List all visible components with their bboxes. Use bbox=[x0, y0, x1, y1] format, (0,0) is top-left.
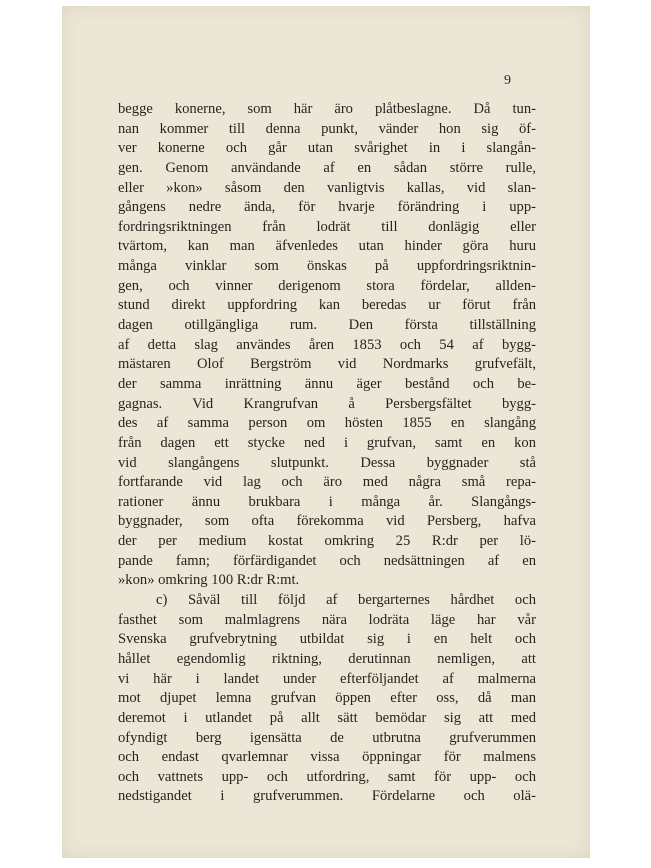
text-line: gångens nedre ända, för hvarje förändring i upp- bbox=[118, 199, 536, 216]
book-page bbox=[62, 6, 590, 858]
text-line: vid slangångens slutpunkt. Dessa byggnader stå bbox=[118, 454, 536, 471]
text-line: »kon» omkring 100 R:dr R:mt. bbox=[118, 572, 300, 589]
text-line: eller »kon» såsom den vanligtvis kallas, vid slan- bbox=[118, 179, 536, 196]
text-line: deremot i utlandet på allt sätt bemödar sig att med bbox=[118, 709, 536, 726]
text-line: nan kommer till denna punkt, vänder hon sig öf- bbox=[118, 120, 536, 137]
text-line: mot djupet lemna grufvan öppen efter oss, då man bbox=[118, 690, 536, 707]
text-line: mästaren Olof Bergström vid Nordmarks grufvefält, bbox=[118, 356, 536, 373]
text-line: många vinklar som önskas på uppfordringsriktnin- bbox=[118, 258, 536, 275]
text-line: fordringsriktningen från lodrät till donlägig eller bbox=[118, 218, 536, 235]
text-line: pande famn; förfärdigandet och nedsättningen af en bbox=[118, 552, 536, 569]
text-line: des af samma person om hösten 1855 en slangång bbox=[118, 415, 536, 432]
text-line: rationer ännu brukbara i många år. Slangångs- bbox=[118, 493, 536, 510]
text-line: ofyndigt berg igensätta de utbrutna grufverummen bbox=[118, 729, 536, 746]
text-line: gen, och vinner derigenom stora fördelar, allden- bbox=[118, 277, 536, 294]
text-line: dagen otillgängliga rum. Den första tillställning bbox=[118, 317, 536, 334]
text-line: gagnas. Vid Krangrufvan å Persbergsfältet bygg- bbox=[118, 395, 536, 412]
text-line: från dagen ett stycke ned i grufvan, samt en kon bbox=[118, 434, 536, 451]
text-line: tvärtom, kan man äfvenledes utan hinder göra huru bbox=[118, 238, 536, 255]
text-line: gen. Genom användande af en sådan större rulle, bbox=[118, 159, 536, 176]
text-line: der samma inrättning ännu äger bestånd och be- bbox=[118, 375, 536, 392]
text-line: och endast qvarlemnar vissa öppningar för malmens bbox=[118, 749, 536, 766]
page-number: 9 bbox=[504, 73, 511, 88]
text-line: hållet egendomlig riktning, derutinnan nemligen, att bbox=[118, 650, 536, 667]
text-line: byggnader, som ofta förekomma vid Persberg, hafva bbox=[118, 513, 536, 530]
text-line: Svenska grufvebrytning utbildat sig i en helt och bbox=[118, 631, 536, 648]
text-line: begge konerne, som här äro plåtbeslagne. Då tun- bbox=[118, 101, 536, 117]
text-line: och vattnets upp- och utfordring, samt för upp- och bbox=[118, 768, 536, 785]
text-line: af detta slag användes åren 1853 och 54 af bygg- bbox=[118, 336, 536, 353]
text-line: stund direkt uppfordring kan beredas ur förut från bbox=[118, 297, 536, 314]
text-line: vi här i landet under efterföljandet af malmerna bbox=[118, 670, 536, 687]
text-line: nedstigandet i grufverummen. Fördelarne och olä- bbox=[118, 788, 536, 805]
text-line: ver konerne och går utan svårighet in i slangån- bbox=[118, 140, 536, 157]
text-line: c) Såväl till följd af bergarternes hårdhet och bbox=[156, 592, 536, 609]
text-line: der per medium kostat omkring 25 R:dr per lö- bbox=[118, 533, 536, 550]
text-line: fortfarande vid lag och äro med några små repa- bbox=[118, 474, 536, 491]
text-line: fasthet som malmlagrens nära lodräta läge har vår bbox=[118, 611, 536, 628]
body-text bbox=[118, 100, 536, 807]
